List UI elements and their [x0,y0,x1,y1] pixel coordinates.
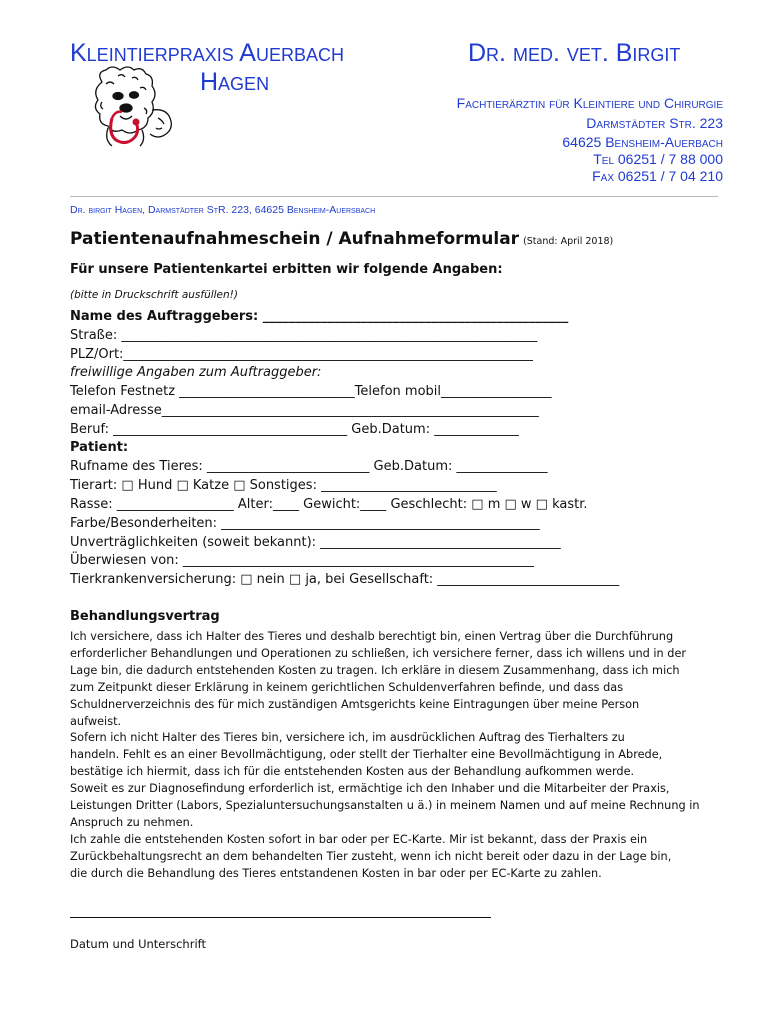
intro-text: Für unsere Patientenkartei erbitten wir folgende Angaben: [70,262,503,277]
contract-line: Schuldnerverzeichnis des für mich zuständigen Amtsgerichts keine Eintragungen über meine Person [70,697,640,711]
form-date-stand: (Stand: April 2018) [523,236,614,247]
contract-line: Lage bin, die dadurch entstehenden Kosten zu tragen. Ich erkläre in diesem Zusammenhang, dass ich mich [70,663,680,677]
city-address: 64625 Bensheim-Auerbach [562,134,723,150]
dog-logo [82,62,192,150]
sender-line: Dr. birgit Hagen, Darmstädter StR. 223, 64625 Bensheim-Auersbach [70,204,376,216]
contract-heading: Behandlungsvertrag [70,609,220,624]
field-unvertraeglichkeiten[interactable]: Unverträglichkeiten (soweit bekannt): _____________________________________ [70,535,561,550]
street-address: Darmstädter Str. 223 [586,115,723,131]
fax: Fax 06251 / 7 04 210 [592,168,723,184]
field-telefon[interactable]: Telefon Festnetz ___________________________Telefon mobil_________________ [70,384,552,399]
contract-line: Leistungen Dritter (Labors, Spezialuntersuchungsanstalten u ä.) in meinem Namen und auf meine Rechnung in [70,799,700,813]
form-title-text: Patientenaufnahmeschein / Aufnahmeformular [70,229,520,249]
contract-line: erforderlicher Behandlungen und Operationen zu schließen, ich versichere ferner, dass ich willens und in der [70,646,687,660]
contract-line: handeln. Fehlt es an einer Bevollmächtigung, oder stellt der Tierhalter eine Bevollmächtigung in Abrede, [70,748,663,762]
header-divider [70,196,718,197]
field-tierart[interactable]: Tierart: □ Hund □ Katze □ Sonstiges: ___________________________ [70,478,497,493]
contract-line: Ich versichere, dass ich Halter des Tieres und deshalb berechtigt bin, einen Vertrag über die Durchführung [70,630,674,643]
contract-line: Ich zahle die entstehenden Kosten sofort in bar oder per EC-Karte. Mir ist bekannt, dass der Praxis ein [70,832,648,846]
contract-line: die durch die Behandlung des Tieres entstandenen Kosten in bar oder per EC-Karte zu zahlen. [70,866,602,880]
contract-line: aufweist. [70,714,122,728]
field-versicherung[interactable]: Tierkrankenversicherung: □ nein □ ja, bei Gesellschaft: ____________________________ [70,572,620,587]
field-strasse[interactable]: Straße: ________________________________________________________________ [70,328,538,343]
contract-line: bestätige ich hiermit, dass ich für die entstehenden Kosten aus der Behandlung aufkommen werde. [70,765,635,779]
contract-line: Zurückbehaltungsrecht an dem behandelten Tier zusteht, wenn ich nicht bereit oder dazu in der Lage bin, [70,849,672,863]
contract-line: Soweit es zur Diagnosefindung erforderlich ist, ermächtige ich den Inhaber und die Mitarbeiter der Praxis, [70,782,670,796]
practice-name-line1: Kleintierpraxis Auerbach [70,39,344,67]
field-auftraggeber[interactable]: Name des Auftraggebers: _______________________________________________ [70,309,569,324]
field-beruf[interactable]: Beruf: ____________________________________ Geb.Datum: _____________ [70,422,519,437]
print-note: (bitte in Druckschrift ausfüllen!) [70,289,238,301]
field-ueberwiesen[interactable]: Überwiesen von: ______________________________________________________ [70,553,534,568]
field-email[interactable]: email-Adresse__________________________________________________________ [70,403,539,418]
section-patient: Patient: [70,440,129,455]
doctor-name: Dr. med. vet. Birgit [468,39,681,67]
section-optional-info: freiwillige Angaben zum Auftraggeber: [70,365,322,380]
contract-line: zum Zeitpunkt dieser Erklärung in keinem gerichtlichen Schuldenverfahren befinde, und dass das [70,680,624,694]
specialty: Fachtierärztin für Kleintiere und Chirurgie [456,95,723,111]
signature-line[interactable] [70,917,491,918]
contract-line: Anspruch zu nehmen. [70,815,194,829]
contract-text [70,629,730,883]
field-farbe[interactable]: Farbe/Besonderheiten: _________________________________________________ [70,516,540,531]
contract-line: Sofern ich nicht Halter des Tieres bin, versichere ich, im ausdrücklichen Auftrag des Tierhalters zu [70,731,625,745]
form-title [70,229,613,249]
telephone: Tel 06251 / 7 88 000 [593,151,723,167]
field-rufname[interactable]: Rufname des Tieres: _________________________ Geb.Datum: ______________ [70,459,548,474]
field-rasse[interactable]: Rasse: __________________ Alter:____ Gewicht:____ Geschlecht: □ m □ w □ kastr. [70,497,588,512]
practice-name-line2: Hagen [200,68,270,96]
field-plz-ort[interactable]: PLZ/Ort:_______________________________________________________________ [70,347,533,362]
signature-label: Datum und Unterschrift [70,937,206,951]
